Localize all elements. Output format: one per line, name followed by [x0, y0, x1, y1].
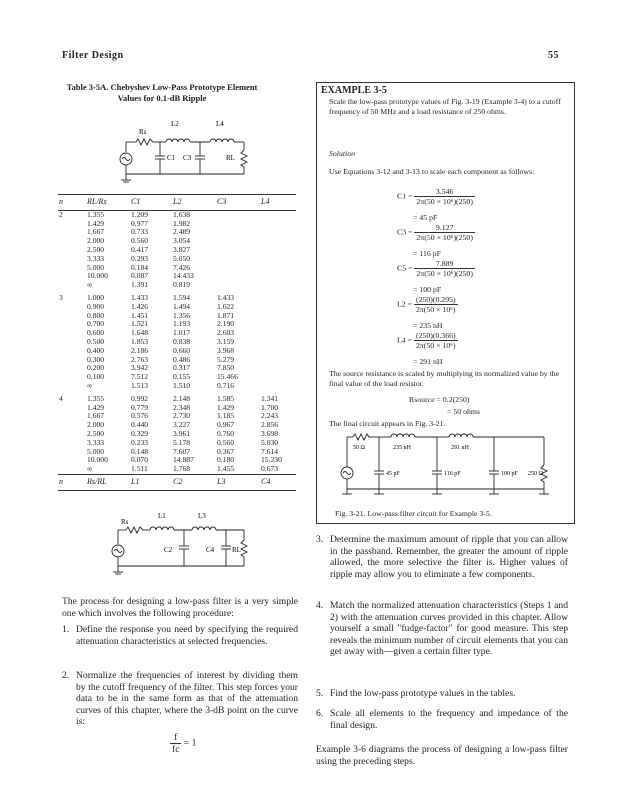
table-cell: 2.190 — [217, 319, 235, 329]
table-cell — [260, 272, 296, 281]
col-ratio: RL/Rs — [86, 195, 130, 211]
table-cell: 1.648 — [131, 328, 149, 338]
step-4-text: Match the normalized attenuation characteristics (Steps 1 and 2) with the attenuation curves provided in this chapter. Allow yourself a small "fudge-factor" for good measure. This step reveals the minimum number of circuit elements that you can get away with—given a certain filter type. — [330, 600, 568, 658]
eq-c1-num: 3.546 — [414, 187, 475, 197]
table-cell: 0.233 — [131, 437, 149, 447]
schem-b-label-l1: L1 — [158, 512, 166, 520]
table-cell: 1.667 — [87, 227, 105, 237]
running-header: Filter Design — [62, 50, 124, 61]
table-cell — [260, 329, 296, 338]
table-cell: 0.838 — [173, 336, 191, 346]
eq-c5-num: 7.889 — [414, 259, 475, 269]
schem-label-rl: RL — [226, 154, 235, 162]
example-box — [316, 82, 575, 524]
table-cell: 1.185 — [217, 411, 235, 421]
table-cell: 0.486 — [173, 354, 191, 364]
step-3-number: 3. — [316, 534, 324, 545]
table-cell: 1.017 — [173, 328, 191, 338]
bottom-schematic — [108, 508, 258, 580]
eq-l4-lhs: L4 = — [397, 335, 413, 345]
table-cell: 1.521 — [131, 319, 149, 329]
example-title: EXAMPLE 3-5 — [321, 85, 387, 96]
table-cell: 7.607 — [173, 446, 191, 456]
cell-n — [58, 303, 86, 312]
table-cell: 3.942 — [131, 363, 149, 373]
table-row — [58, 391, 296, 404]
table-cell: 3.961 — [173, 428, 191, 438]
table-cell: 0.673 — [261, 464, 279, 474]
eq-c3-lhs: C3 = — [397, 227, 413, 237]
step-2-text: Normalize the frequencies of interest by dividing them by the cutoff frequency of the filter. This step forces your data to be in the same form as that of the attenuation curves of this chapter, where the 3-dB point on the curve is: — [76, 670, 298, 728]
table-cell: 1.209 — [131, 209, 149, 219]
schem-label-l2: L2 — [171, 120, 179, 128]
left-intro: The process for designing a low-pass filter is a very simple one which involves the following procedure: — [62, 596, 298, 619]
table-cell: 2.856 — [261, 420, 279, 430]
eq-c1-den: 2π(50 × 10⁶)(250) — [416, 197, 473, 206]
table-caption — [62, 82, 262, 104]
final-circuit — [339, 429, 559, 501]
eq-l2-den: 2π(50 × 10⁶) — [415, 305, 456, 314]
table-cell: 0.400 — [87, 345, 105, 355]
table-cell: ∞ — [87, 280, 93, 290]
table-cell: 2.730 — [173, 411, 191, 421]
table-cell: 1.426 — [131, 301, 149, 311]
source-text: The source resistance is scaled by multiplying its normalized value by the final value of the load resistor. — [329, 369, 560, 388]
table-cell: 1.510 — [173, 380, 191, 390]
table-cell: 14.433 — [173, 271, 194, 281]
example-intro: Scale the low-pass prototype values of Fig. 3-19 (Example 3-4) to a cutoff frequency of 50 MHz and a load resistance of 250 ohms. — [329, 97, 561, 116]
table-cell: 1.429 — [87, 218, 105, 228]
table-cell: 2.348 — [173, 402, 191, 412]
table-cell: 1.429 — [87, 402, 105, 412]
table-cell — [260, 364, 296, 373]
solution-label: Solution — [329, 149, 355, 158]
table-cell: 0.087 — [131, 271, 149, 281]
foot-col-2: C2 — [172, 474, 216, 490]
table-cell — [260, 264, 296, 273]
foot-col-1: L1 — [130, 474, 172, 490]
table-cell: 1.391 — [131, 280, 149, 290]
table-cell: 0.184 — [131, 262, 149, 272]
table-cell: 1.513 — [131, 380, 149, 390]
table-cell: 3.968 — [217, 345, 235, 355]
table-cell: 2.148 — [173, 393, 191, 403]
eq-l4-den: 2π(50 × 10⁶) — [415, 341, 456, 350]
step-6-text: Scale all elements to the frequency and impedance of the final design. — [330, 708, 568, 731]
table-cell — [216, 228, 260, 237]
table-cell: 1.585 — [217, 393, 235, 403]
table-cell: 1.451 — [131, 310, 149, 320]
table-cell: 0.700 — [87, 319, 105, 329]
cell-n — [58, 220, 86, 229]
table-cell — [260, 237, 296, 246]
table-cell: 1.455 — [217, 464, 235, 474]
table-cell — [260, 281, 296, 290]
table-cell: 1.356 — [173, 310, 191, 320]
step-5-number: 5. — [316, 688, 324, 699]
table-cell: 0.317 — [173, 363, 191, 373]
table-row — [58, 281, 296, 290]
table-cell: 5.178 — [173, 437, 191, 447]
table-cell: 5.050 — [173, 253, 191, 263]
table-cell — [260, 312, 296, 321]
table-footer-row — [58, 474, 296, 490]
table-cell: 0.800 — [87, 310, 105, 320]
circ-label-l2: 235 nH — [393, 445, 411, 451]
table-cell: 1.667 — [87, 411, 105, 421]
cell-n — [58, 320, 86, 329]
eq-c3-result: = 116 pF — [413, 249, 441, 258]
table-cell: 0.300 — [87, 354, 105, 364]
table-cell: 1.433 — [131, 292, 149, 302]
schem-b-label-rl: RL — [232, 546, 241, 554]
col-1: C1 — [130, 195, 172, 211]
cell-n: 2 — [59, 209, 63, 219]
eq-c5-lhs: C5 = — [397, 263, 413, 273]
table-body — [58, 210, 296, 474]
cell-n — [58, 404, 86, 413]
table-cell — [260, 246, 296, 255]
eq-l4-result: = 291 nH — [413, 357, 443, 366]
table-cell: 0.819 — [173, 280, 191, 290]
schem-label-rs: Rs — [139, 128, 147, 136]
circ-label-l4: 291 nH — [451, 445, 469, 451]
table-cell: 3.054 — [173, 236, 191, 246]
cell-n — [58, 338, 86, 347]
eq-c5 — [397, 259, 475, 278]
table-cell: ∞ — [87, 380, 93, 390]
table-cell: 15.230 — [261, 455, 282, 465]
schem-label-c3: C3 — [183, 154, 192, 162]
rsource-result: = 50 ohms — [447, 407, 480, 416]
table-cell: 2.603 — [217, 328, 235, 338]
table-cell: 0.600 — [87, 328, 105, 338]
table-cell: 14.887 — [173, 455, 194, 465]
circ-label-rl: 250 Ω — [528, 471, 543, 477]
table-cell: 1.594 — [173, 292, 191, 302]
cell-n — [58, 430, 86, 439]
foot-col-3: L3 — [216, 474, 260, 490]
table-cell — [216, 237, 260, 246]
table-cell: 2.489 — [173, 227, 191, 237]
table-cell — [216, 272, 260, 281]
table-cell: 0.977 — [131, 218, 149, 228]
table-cell: 3.333 — [87, 437, 105, 447]
schem-b-label-l3: L3 — [198, 512, 206, 520]
foot-col-n: n — [58, 474, 86, 490]
table-cell — [260, 290, 296, 303]
eq-c3 — [397, 223, 475, 242]
schem-b-label-c2: C2 — [164, 546, 173, 554]
rsource-eq: Rsource = 0.2(250) — [409, 395, 470, 404]
cell-n — [58, 465, 86, 474]
cell-n — [58, 382, 86, 391]
table-cell: 0.760 — [217, 428, 235, 438]
eq-l2 — [397, 295, 458, 314]
table-cell: 0.180 — [217, 455, 235, 465]
circ-label-c3: 116 pF — [444, 471, 461, 477]
table-cell — [216, 246, 260, 255]
table-cell: 1.768 — [173, 464, 191, 474]
cell-n — [58, 456, 86, 465]
table-cell: 0.440 — [131, 420, 149, 430]
cell-n — [58, 356, 86, 365]
table-cell — [260, 320, 296, 329]
eq-c1 — [397, 187, 475, 206]
cell-n — [58, 272, 86, 281]
table-cell: 7.512 — [131, 372, 149, 382]
table-cell: 2.763 — [131, 354, 149, 364]
table-cell: 0.560 — [217, 437, 235, 447]
table-cell: 2.500 — [87, 428, 105, 438]
table-cell: 3.159 — [217, 336, 235, 346]
table-cell — [260, 373, 296, 382]
table-cell: 2.000 — [87, 420, 105, 430]
eq-c5-den: 2π(50 × 10⁶)(250) — [416, 269, 473, 278]
step-5-text: Find the low-pass prototype values in the tables. — [330, 688, 516, 699]
col-3: C3 — [216, 195, 260, 211]
table-cell — [260, 303, 296, 312]
table-cell: 0.500 — [87, 336, 105, 346]
table-cell: 1.853 — [131, 336, 149, 346]
circ-label-c1: 45 pF — [386, 471, 400, 477]
cell-n — [58, 329, 86, 338]
eq-l2-result: = 235 nH — [413, 321, 443, 330]
table-cell: 7.614 — [261, 446, 279, 456]
table-cell: 2.243 — [261, 411, 279, 421]
table-cell: 0.992 — [131, 393, 149, 403]
table-cell: 10.000 — [87, 271, 108, 281]
cell-n — [58, 237, 86, 246]
table-cell — [260, 382, 296, 391]
table-cell: 1.341 — [261, 393, 279, 403]
step-6-number: 6. — [316, 708, 324, 719]
cell-n: 4 — [59, 393, 63, 403]
table-row — [58, 382, 296, 391]
cell-n — [58, 312, 86, 321]
table-cell — [260, 356, 296, 365]
circ-label-c5: 100 pF — [501, 471, 518, 477]
table-cell: 7.850 — [217, 363, 235, 373]
foot-col-ratio: Rs/RL — [86, 474, 130, 490]
step-1-text: Define the response you need by specifying the required attenuation characteristics at selected frequencies. — [76, 624, 298, 647]
table-cell — [216, 264, 260, 273]
cutoff-formula — [170, 732, 196, 755]
eq-c3-den: 2π(50 × 10⁶)(250) — [416, 233, 473, 242]
formula-den: fc — [172, 744, 180, 755]
eq-l2-num: (250)(0.295) — [414, 295, 458, 305]
cell-n — [58, 412, 86, 421]
table-cell — [216, 281, 260, 290]
table-cell: 1.355 — [87, 209, 105, 219]
table-cell: 2.500 — [87, 244, 105, 254]
table-cell: 3.333 — [87, 253, 105, 263]
table-cell — [260, 220, 296, 229]
table-cell: 3.698 — [261, 428, 279, 438]
table-cell: 1.000 — [87, 292, 105, 302]
table-cell: 1.622 — [217, 301, 235, 311]
cell-n — [58, 246, 86, 255]
table-caption-line2: Values for 0.1-dB Ripple — [117, 93, 207, 103]
final-text: The final circuit appears in Fig. 3-21. — [329, 419, 446, 428]
eq-l4 — [397, 331, 458, 350]
table-cell: 5.000 — [87, 262, 105, 272]
eq-c5-result: = 100 pF — [413, 285, 442, 294]
eq-c1-lhs: C1 = — [397, 191, 413, 201]
cell-n — [58, 228, 86, 237]
formula-result: = 1 — [183, 737, 197, 749]
table-cell: ∞ — [87, 464, 93, 474]
step-2-number: 2. — [62, 670, 70, 681]
table-cell: 3.227 — [173, 420, 191, 430]
table-cell — [260, 338, 296, 347]
table-cell — [216, 210, 260, 219]
eq-c3-num: 9.127 — [414, 223, 475, 233]
eq-c1-result: = 45 pF — [413, 213, 438, 222]
table-cell: 0.148 — [131, 446, 149, 456]
foot-col-4: C4 — [260, 474, 296, 490]
circ-label-r: 50 Ω — [353, 445, 365, 451]
step-4-number: 4. — [316, 600, 324, 611]
table-cell: 0.367 — [217, 446, 235, 456]
table-cell: 1.871 — [217, 310, 235, 320]
table-cell: 0.733 — [131, 227, 149, 237]
table-cell: 1.511 — [131, 464, 148, 474]
table-cell: 1.355 — [87, 393, 105, 403]
cell-n — [58, 421, 86, 430]
table-row — [58, 290, 296, 303]
table-cell: 0.329 — [131, 428, 149, 438]
table-cell: 0.070 — [131, 455, 149, 465]
eq-l4-num: (250)(0.366) — [414, 331, 458, 341]
cell-n: 3 — [59, 292, 63, 302]
table-cell: 0.576 — [131, 411, 149, 421]
schem-b-label-c4: C4 — [206, 546, 215, 554]
table-cell: 0.155 — [173, 372, 191, 382]
table-cell: 0.967 — [217, 420, 235, 430]
schem-label-l4: L4 — [216, 120, 224, 128]
cell-n — [58, 373, 86, 382]
table-cell: 0.293 — [131, 253, 149, 263]
table-cell: 2.000 — [87, 236, 105, 246]
table-cell: 7.426 — [173, 262, 191, 272]
col-2: L2 — [172, 195, 216, 211]
table-cell — [260, 347, 296, 356]
table-cell: 1.429 — [217, 402, 235, 412]
closing-paragraph: Example 3-6 diagrams the process of designing a low-pass filter using the preceding steps. — [316, 744, 568, 767]
table-cell: 0.100 — [87, 372, 105, 382]
chebyshev-table — [58, 194, 296, 491]
figure-caption: Fig. 3-21. Low-pass filter circuit for Example 3-5. — [335, 509, 492, 518]
schem-label-c1: C1 — [167, 154, 176, 162]
col-n: n — [58, 195, 86, 211]
cell-n — [58, 448, 86, 457]
table-cell: 0.200 — [87, 363, 105, 373]
table-cell: 1.193 — [173, 319, 191, 329]
table-cell: 15.466 — [217, 372, 238, 382]
table-cell: 0.660 — [173, 345, 191, 355]
cell-n — [58, 347, 86, 356]
table-header-row — [58, 195, 296, 211]
step-3-text: Determine the maximum amount of ripple that you can allow in the passband. Remember, the greater the amount of ripple allowed, the more selective the filter is. Higher values of ripple may allow you to eliminate a few components. — [330, 534, 568, 580]
solution-text: Use Equations 3-12 and 3-13 to scale each component as follows: — [329, 167, 535, 176]
schem-b-label-rs: Rs — [121, 518, 129, 526]
table-cell — [260, 210, 296, 219]
page-number: 55 — [548, 50, 559, 61]
table-cell: 0.779 — [131, 402, 149, 412]
table-cell: 5.279 — [217, 354, 235, 364]
cell-n — [58, 281, 86, 290]
table-cell: 1.433 — [217, 292, 235, 302]
table-row — [58, 465, 296, 474]
table-cell: 1.494 — [173, 301, 191, 311]
table-cell: 0.417 — [131, 244, 149, 254]
table-cell — [260, 228, 296, 237]
eq-l2-lhs: L2 = — [397, 299, 413, 309]
table-cell: 0.716 — [217, 380, 235, 390]
cell-n — [58, 364, 86, 373]
formula-num: f — [170, 732, 181, 744]
table-cell — [216, 220, 260, 229]
cell-n — [58, 255, 86, 264]
table-cell — [260, 255, 296, 264]
table-cell: 0.900 — [87, 301, 105, 311]
table-cell: 1.700 — [261, 402, 279, 412]
step-1-number: 1. — [62, 624, 70, 635]
col-4: L4 — [260, 195, 296, 211]
table-caption-line1: Table 3-5A. Chebyshev Low-Pass Prototype Element — [66, 82, 258, 92]
table-cell: 0.560 — [131, 236, 149, 246]
table-cell: 10.000 — [87, 455, 108, 465]
table-cell: 5.000 — [87, 446, 105, 456]
cell-n — [58, 439, 86, 448]
top-schematic — [108, 112, 258, 190]
table-cell: 5.030 — [261, 437, 279, 447]
table-cell — [216, 255, 260, 264]
table-cell: 1.638 — [173, 209, 191, 219]
table-cell: 1.982 — [173, 218, 191, 228]
table-cell: 2.186 — [131, 345, 149, 355]
cell-n — [58, 264, 86, 273]
table-cell: 3.827 — [173, 244, 191, 254]
